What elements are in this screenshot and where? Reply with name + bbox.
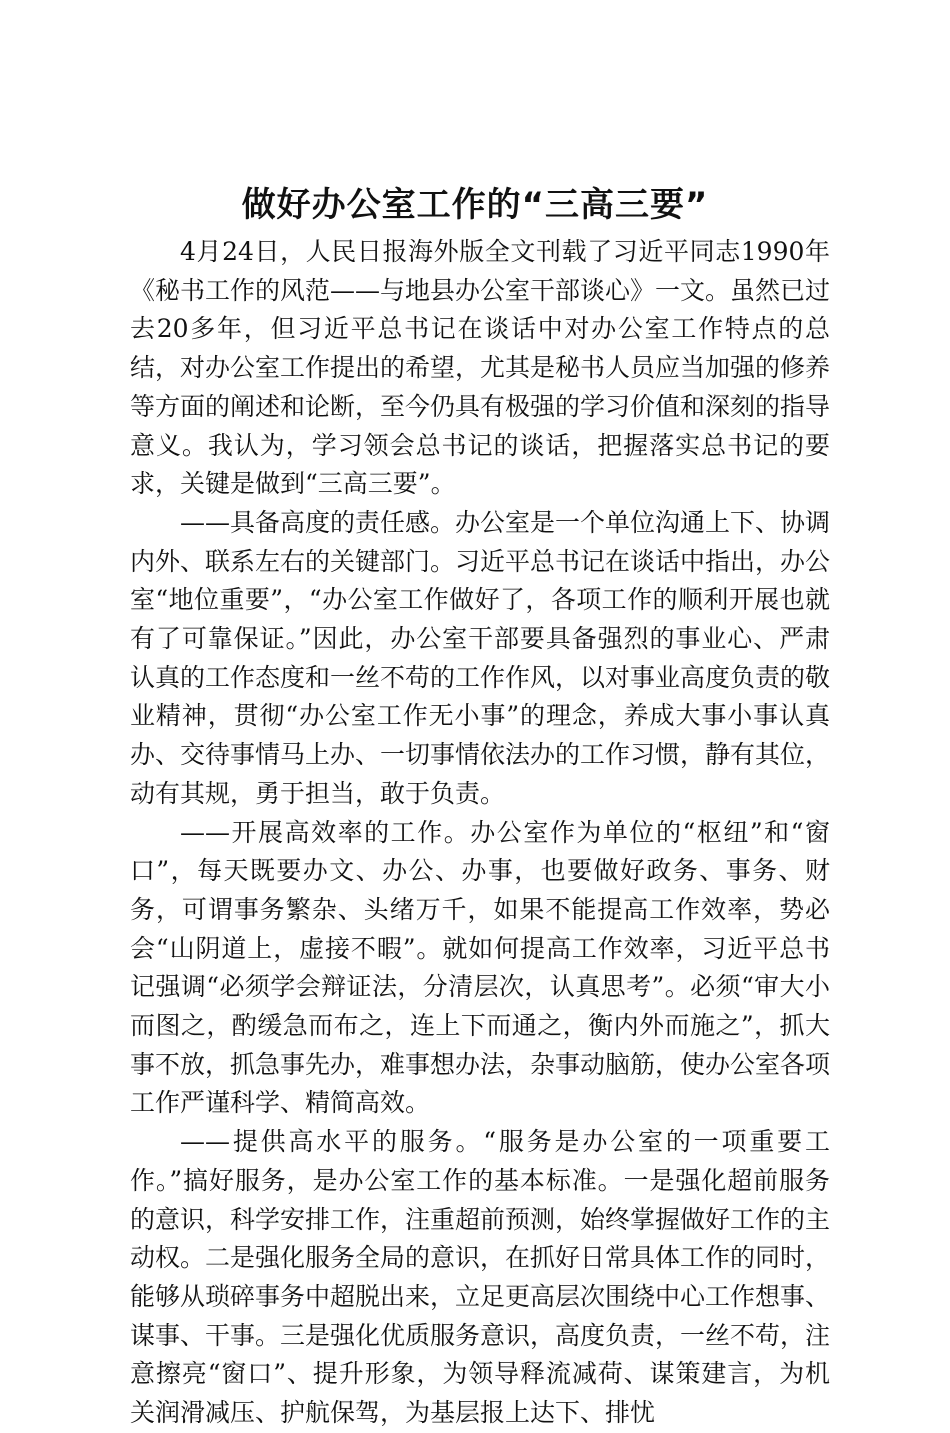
paragraph-responsibility: ——具备高度的责任感。办公室是一个单位沟通上下、协调内外、联系左右的关键部门。习近平总书记在谈话中指出，办公室“地位重要”，“办公室工作做好了，各项工作的顺利开展也就有了可靠保证。”因此，办公室干部要具备强烈的事业心、严肃认真的工作态度和一丝不苟的工作作风，以对事业高度负责的敬业精神，贯彻“办公室工作无小事”的理念，养成大事小事认真办、交待事情马上办、一切事情依法办的工作习惯，静有其位，动有其规，勇于担当，敢于负责。 <box>130 507 831 808</box>
document-title: 做好办公室工作的“三高三要” <box>241 185 709 225</box>
paragraph-service: ——提供高水平的服务。“服务是办公室的一项重要工作。”搞好服务，是办公室工作的基本标准。一是强化超前服务的意识，科学安排工作，注重超前预测，始终掌握做好工作的主动权。二是强化服务全局的意识，在抓好日常具体工作的同时，能够从琐碎事务中超脱出来，立足更高层次围绕中心工作想事、谋事、干事。三是强化优质服务意识，高度负责，一丝不苟，注意擦亮“窗口”、提升形象，为领导释流减荷、谋策建言，为机关润滑减压、护航保驾，为基层报上达下、排忧 <box>130 1127 831 1428</box>
paragraph-efficiency: ——开展高效率的工作。办公室作为单位的“枢纽”和“窗口”，每天既要办文、办公、办事，也要做好政务、事务、财务，可谓事务繁杂、头绪万千，如果不能提高工作效率，势必会“山阴道上，虚接不暇”。就如何提高工作效率，习近平总书记强调“必须学会辩证法，分清层次，认真思考”。必须“审大小而图之，酌缓急而布之，连上下而通之，衡内外而施之”，抓大事不放，抓急事先办，难事想办法，杂事动脑筋，使办公室各项工作严谨科学、精简高效。 <box>130 817 831 1118</box>
paragraph-intro: 4月24日，人民日报海外版全文刊载了习近平同志1990年《秘书工作的风范——与地县办公室干部谈心》一文。虽然已过去20多年，但习近平总书记在谈话中对办公室工作特点的总结，对办公室工作提出的希望，尤其是秘书人员应当加强的修养等方面的阐述和论断，至今仍具有极强的学习价值和深刻的指导意义。我认为，学习领会总书记的谈话，把握落实总书记的要求，关键是做到“三高三要”。 <box>130 237 831 499</box>
document-body <box>130 233 830 1433</box>
